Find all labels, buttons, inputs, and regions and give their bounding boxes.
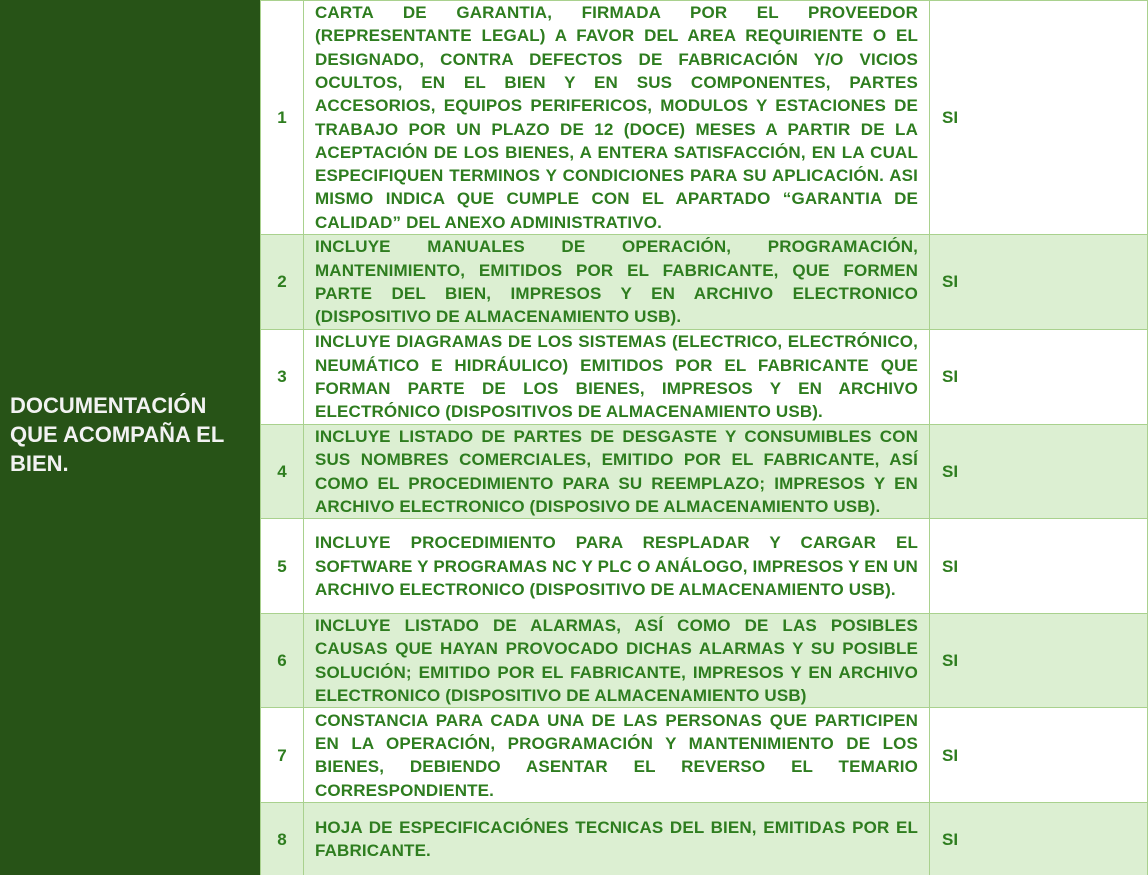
table-row xyxy=(261,708,1148,803)
row-description: INCLUYE LISTADO DE ALARMAS, ASÍ COMO DE LAS POSIBLES CAUSAS QUE HAYAN PROVOCADO DICHAS ALARMAS Y SU POSIBLE SOLUCIÓN; EMITIDO POR EL FABRICANTE, IMPRESOS Y EN ARCHIVO ELECTRONICO (DISPOSITIVO DE ALMACENAMIENTO USB) xyxy=(304,614,930,708)
row-description: HOJA DE ESPECIFICACIÓNES TECNICAS DEL BIEN, EMITIDAS POR EL FABRICANTE. xyxy=(304,803,930,875)
row-description: INCLUYE DIAGRAMAS DE LOS SISTEMAS (ELECTRICO, ELECTRÓNICO, NEUMÁTICO E HIDRÁULICO) EMITIDOS POR EL FABRICANTE QUE FORMAN PARTE DE LOS BIENES, IMPRESOS Y EN ARCHIVO ELECTRÓNICO (DISPOSITIVOS DE ALMACENAMIENTO USB). xyxy=(304,330,930,425)
table-row xyxy=(261,803,1148,875)
requirements-table xyxy=(260,0,1148,875)
row-description: INCLUYE LISTADO DE PARTES DE DESGASTE Y CONSUMIBLES CON SUS NOMBRES COMERCIALES, EMITIDO POR EL FABRICANTE, ASÍ COMO EL PROCEDIMIENTO PARA SU REEMPLAZO; IMPRESOS Y EN ARCHIVO ELECTRONICO (DISPOSIVO DE ALMACENAMIENTO USB). xyxy=(304,425,930,519)
row-number: 8 xyxy=(261,803,304,875)
row-number: 2 xyxy=(261,235,304,330)
row-number: 1 xyxy=(261,1,304,235)
row-description: INCLUYE PROCEDIMIENTO PARA RESPLADAR Y CARGAR EL SOFTWARE Y PROGRAMAS NC Y PLC O ANÁLOGO, IMPRESOS Y EN UN ARCHIVO ELECTRONICO (DISPOSITIVO DE ALMACENAMIENTO USB). xyxy=(304,519,930,614)
section-sidebar xyxy=(0,0,260,875)
table-row xyxy=(261,1,1148,235)
row-answer: SI xyxy=(930,235,1148,330)
table-row xyxy=(261,235,1148,330)
row-answer: SI xyxy=(930,519,1148,614)
section-label: DOCUMENTACIÓN QUE ACOMPAÑA EL BIEN. xyxy=(10,393,224,476)
row-description: CONSTANCIA PARA CADA UNA DE LAS PERSONAS QUE PARTICIPEN EN LA OPERACIÓN, PROGRAMACIÓN Y MANTENIMIENTO DE LOS BIENES, DEBIENDO ASENTAR EL REVERSO EL TEMARIO CORRESPONDIENTE. xyxy=(304,708,930,803)
row-number: 7 xyxy=(261,708,304,803)
table-row xyxy=(261,425,1148,519)
row-answer: SI xyxy=(930,708,1148,803)
row-answer: SI xyxy=(930,1,1148,235)
table-row xyxy=(261,614,1148,708)
row-number: 5 xyxy=(261,519,304,614)
row-description: CARTA DE GARANTIA, FIRMADA POR EL PROVEEDOR (REPRESENTANTE LEGAL) A FAVOR DEL AREA REQUIRIENTE O EL DESIGNADO, CONTRA DEFECTOS DE FABRICACIÓN Y/O VICIOS OCULTOS, EN EL BIEN Y EN SUS COMPONENTES, PARTES ACCESORIOS, EQUIPOS PERIFERICOS, MODULOS Y ESTACIONES DE TRABAJO POR UN PLAZO DE 12 (DOCE) MESES A PARTIR DE LA ACEPTACIÓN DE LOS BIENES, A ENTERA SATISFACCIÓN, EN LA CUAL ESPECIFIQUEN TERMINOS Y CONDICIONES PARA SU APLICACIÓN. ASI MISMO INDICA QUE CUMPLE CON EL APARTADO “GARANTIA DE CALIDAD” DEL ANEXO ADMINISTRATIVO. xyxy=(304,1,930,235)
row-number: 6 xyxy=(261,614,304,708)
row-description: INCLUYE MANUALES DE OPERACIÓN, PROGRAMACIÓN, MANTENIMIENTO, EMITIDOS POR EL FABRICANTE, QUE FORMEN PARTE DEL BIEN, IMPRESOS Y EN ARCHIVO ELECTRONICO (DISPOSITIVO DE ALMACENAMIENTO USB). xyxy=(304,235,930,330)
row-number: 4 xyxy=(261,425,304,519)
row-answer: SI xyxy=(930,425,1148,519)
row-answer: SI xyxy=(930,803,1148,875)
table-row xyxy=(261,330,1148,425)
row-number: 3 xyxy=(261,330,304,425)
row-answer: SI xyxy=(930,614,1148,708)
table-row xyxy=(261,519,1148,614)
row-answer: SI xyxy=(930,330,1148,425)
